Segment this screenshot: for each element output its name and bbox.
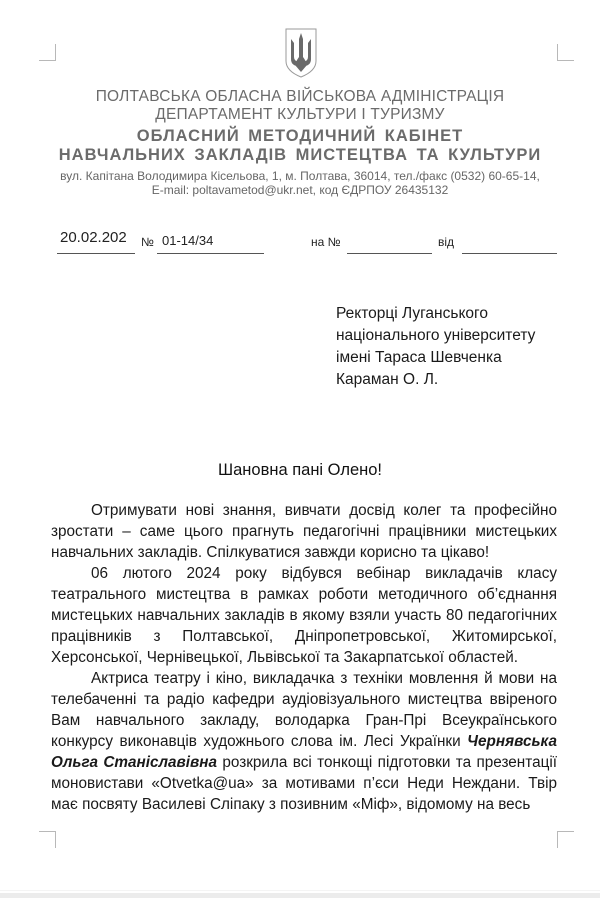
from-label: від	[438, 235, 455, 249]
reply-to-number-blank	[347, 253, 432, 254]
page-corner-mark	[557, 831, 574, 848]
letter-number: 01-14/34	[162, 233, 214, 248]
paragraph: Отримувати нові знання, вивчати досвід колег та професійно зростати – саме цього прагнуть педагогічні працівники мистецьких навчальних закладів. Спілкуватися завжди корисно та цікаво!	[51, 502, 557, 561]
addressee-line: імені Тараса Шевченка	[336, 349, 502, 366]
paragraph: 06 лютого 2024 року відбувся вебінар викладачів класу театрального мистецтва в рамках роботи методичного об’єднання мистецьких навчальних закладів в якому взяли участь 80 педагогічних працівників з Полтавської, Дніпропетровської, Житомирської, Херсонської, Чернівецької, Львівської та Закарпатської областей.	[51, 565, 557, 666]
organization-address: вул. Капітана Володимира Кісельова, 1, м. Полтава, 36014, тел./факс (0532) 60-65-14,	[60, 169, 540, 183]
organization-contacts: E-mail: poltavametod@ukr.net, код ЄДРПОУ 26435132	[151, 183, 449, 197]
page-corner-mark	[39, 831, 56, 848]
organization-name-line2: НАВЧАЛЬНИХ ЗАКЛАДІВ МИСТЕЦТВА ТА КУЛЬТУРИ	[58, 146, 542, 164]
highlighted-person-name: Чернявська Ольга Станіславівна	[51, 733, 557, 771]
paragraph	[51, 668, 557, 815]
addressee-line: Караман О. Л.	[336, 371, 439, 388]
reply-to-label: на №	[311, 235, 341, 249]
letter-date: 20.02.202	[60, 229, 127, 246]
organization-name-line1: ОБЛАСНИЙ МЕТОДИЧНИЙ КАБІНЕТ	[136, 127, 464, 145]
addressee-line: Ректорці Луганського	[336, 305, 488, 322]
number-label: №	[141, 235, 154, 249]
number-underline	[157, 253, 264, 254]
greeting: Шановна пані Олено!	[217, 461, 383, 479]
date-underline	[57, 253, 135, 254]
page-separator	[0, 890, 600, 891]
page-corner-mark	[557, 44, 574, 61]
letter-body	[51, 500, 557, 815]
administration-name: ПОЛТАВСЬКА ОБЛАСНА ВІЙСЬКОВА АДМІНІСТРАЦІЯ	[95, 88, 505, 105]
addressee-block	[336, 303, 535, 391]
department-name: ДЕПАРТАМЕНТ КУЛЬТУРИ І ТУРИЗМУ	[155, 106, 445, 123]
paragraph-text: Актриса театру і кіно, викладачка з техніки мовлення й мови на телебаченні та радіо кафедри аудіовізуального мистецтва ввіреного Вам навчального закладу, володарка Гран-Прі Всеукраїнського конкурсу виконавців художнього слова ім. Лесі Українки	[51, 670, 557, 750]
from-date-blank	[462, 253, 557, 254]
tryzub-coat-of-arms-icon	[284, 27, 318, 79]
page-corner-mark	[39, 44, 56, 61]
paragraph-text: розкрила всі тонкощі підготовки та презентації моновистави «Otvetka@ua» за мотивами п’єси Неди Неждани. Твір має посвяту Василеві Сліпаку з позивним «Міф», відомому на весь	[51, 754, 557, 813]
addressee-line: національного університету	[336, 327, 536, 344]
page-gap	[0, 893, 600, 898]
